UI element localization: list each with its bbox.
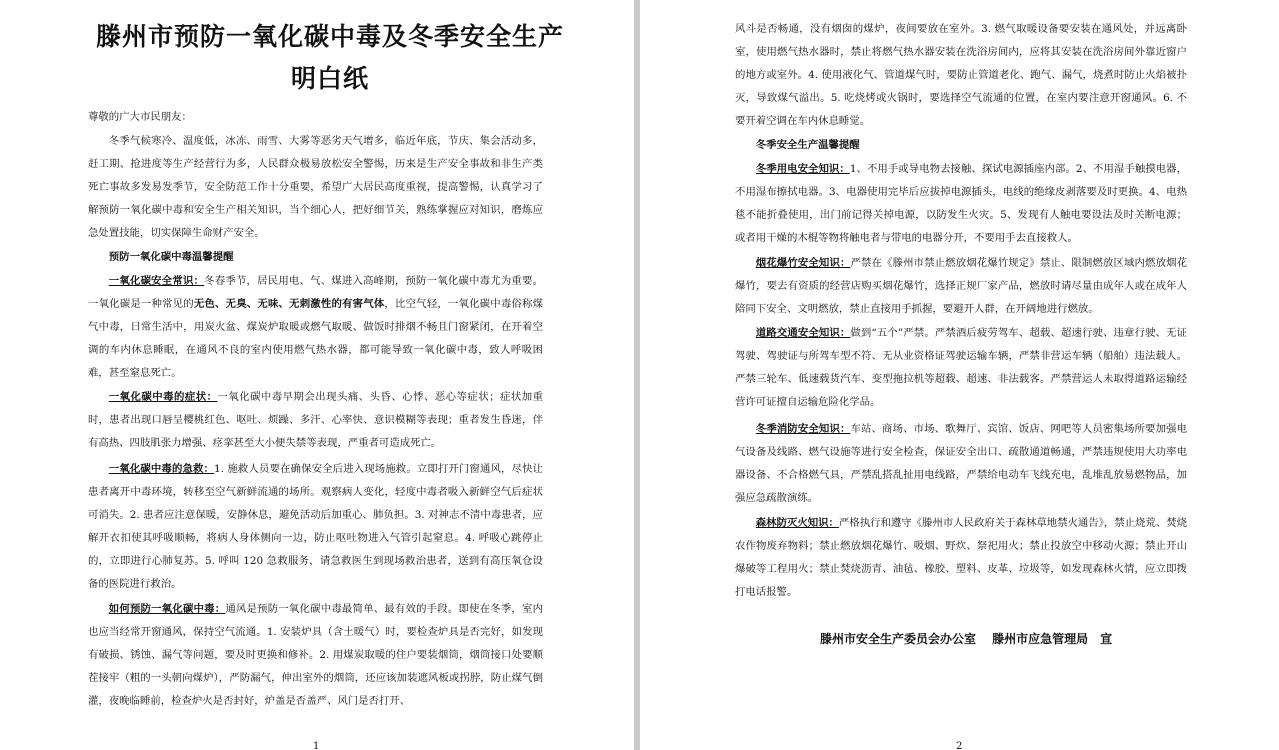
- page-number-1: 1: [313, 741, 320, 750]
- traffic-safety-lead: 道路交通安全知识：: [755, 327, 851, 339]
- co-prevention-continued: 风斗是否畅通，没有烟囱的煤炉，夜间要放在室外。3. 燃气取暖设备要安装在通风处，并远离卧室，使用燃气热水器时，禁止将燃气热水器安装在洗浴房间内，应将其安装在洗浴房间外靠近窗户的地方或室外。4. 使用液化气、管道煤气时，要防止管道老化、跑气、漏气，烧煮时防止火焰被扑灭，导致煤气溢出。5. 吃烧烤或火锅时，要选择空气流通的位置，在室内要注意开窗通风。6. 不要开着空调在车内休息睡觉。: [735, 23, 1187, 128]
- co-knowledge-text-2: ，比空气轻，一氧化碳中毒俗称煤气中毒，日常生活中，用炭火盆、煤炭炉取暖或燃气取暖、做饭时排烟不畅且门窗紧闭，在开着空调的车内休息睡眠，在通风不良的室内使用燃气热水器，都可能导致一氧化碳中毒，致人呼吸困难，甚至窒息死亡。: [88, 298, 543, 380]
- electric-safety-lead: 冬季用电安全知识：: [755, 163, 850, 175]
- traffic-safety-text: 做到“五个”严禁。严禁酒后疲劳驾车、超载、超速行驶、违章行驶、无证驾驶、驾驶证与所驾车型不符、无从业资格证驾驶运输车辆，严禁非营运车辆（船舶）违法载人。严禁三轮车、低速载货汽车、变型拖拉机等超载、超速、非法载客。严禁营运人未取得道路运输经营许可证擅自运输危险化学品。: [735, 327, 1188, 409]
- fireworks-safety-lead: 烟花爆竹安全知识：: [755, 257, 851, 269]
- document-title-line2: 明白纸: [290, 64, 369, 93]
- intro-paragraph: 冬季气候寒冷、温度低，冰冻、雨雪、大雾等恶劣天气增多，临近年底，节庆、集会活动多，赶工期、抢进度等生产经营行为多，人民群众极易放松安全警惕，历来是生产安全事故和非生产类死亡事故多发易发季节，安全防范工作十分重要，希望广大居民高度重视，提高警惕，认真学习了解预防一氧化碳中毒和安全生产相关知识，当个细心人，把好细节关，熟练掌握应对知识，磨炼应急处置技能，切实保障生命财产安全。: [88, 135, 543, 240]
- forest-fire-paragraph: [735, 512, 1187, 604]
- section-heading-co: 预防一氧化碳中毒温馨提醒: [108, 251, 234, 263]
- electric-safety-text: 1、不用手或导电物去接触、探试电源插座内部。2、不用湿手触摸电器，不用湿布擦拭电器。3、电器使用完毕后应拔掉电源插头，电线的绝缘皮剥落要及时更换。4、电热毯不能折叠使用，出门前记得关掉电源，以防发生火灾。5、发现有人触电要设法及时关断电源；或者用干燥的木棍等物将触电者与带电的电器分开，不要用手去直接救人。: [735, 163, 1188, 245]
- section-heading-winter-safety: 冬季安全生产温馨提醒: [755, 139, 860, 151]
- co-symptoms-lead: 一氧化碳中毒的症状：: [108, 391, 218, 403]
- electric-safety-paragraph: [735, 158, 1187, 250]
- co-firstaid-text: 1. 施救人员要在确保安全后进入现场施救。立即打开门窗通风，尽快让患者离开中毒环境，转移至空气新鲜流通的场所。观察病人变化，轻度中毒者吸入新鲜空气后症状可消失。2. 患者应注意保暖，安静休息，避免活动后加重心、肺负担。3. 对神志不清中毒患者，应解开衣扣使其呼吸顺畅，将病人身体侧向一边，防止呕吐物进入气管引起窒息。4. 呼吸心跳停止的，立即进行心肺复苏。5. 呼叫 120 急救服务，请急救医生到现场救治患者，送到有高压氧仓设备的医院进行救治。: [88, 463, 543, 591]
- document-title-line1: 滕州市预防一氧化碳中毒及冬季安全生产: [95, 22, 564, 51]
- co-prevention-text: 通风是预防一氧化碳中毒最简单、最有效的手段。即使在冬季，室内也应当经常开窗通风，保持空气流通。1. 安装炉具（含土暖气）时，要检查炉具是否完好，如发现有破损、锈蚀、漏气等问题，要及时更换和修补。2. 用煤炭取暖的住户要装烟筒，烟筒接口处要顺茬接牢（粗的一头朝向煤炉），严防漏气，伸出室外的烟筒，还应该加装遮风板或拐脖，防止煤气倒灌，夜晚临睡前，检查炉火是否封好，炉盖是否盖严、风门是否打开、: [88, 603, 544, 708]
- co-firstaid-lead: 一氧化碳中毒的急救：: [108, 463, 215, 475]
- traffic-safety-paragraph: [735, 322, 1187, 414]
- fireworks-safety-text: 严禁在《滕州市禁止燃放烟花爆竹规定》禁止、限制燃放区域内燃放烟花爆竹，要去有资质的经营店购买烟花爆竹，选择正规厂家产品，燃放时请尽量由成年人或在成年人陪同下安全、文明燃放，禁止直接用手抓握，要避开人群，在开阔地进行燃放。: [735, 257, 1188, 316]
- forest-fire-lead: 森林防灭火知识：: [755, 517, 839, 529]
- forest-fire-text: 严格执行和遵守《滕州市人民政府关于森林草地禁火通告》，禁止烧荒、焚烧农作物废弃物料；禁止燃放烟花爆竹、吸烟、野炊、祭祀用火；禁止投放空中移动火源；禁止开山爆破等工程用火；禁止焚烧沥青、油毡、橡胶、塑料、皮革、垃圾等，如发现森林火情，应立即拨打电话报警。: [735, 517, 1187, 599]
- co-knowledge-highlight: 无色、无臭、无味、无刺激性的有害气体: [193, 298, 385, 311]
- document-page-1: [0, 0, 634, 750]
- fire-safety-text: 车站、商场、市场、歌舞厅、宾馆、饭店、网吧等人员密集场所要加强电气设备及线路、燃气设施等进行安全检查，保证安全出口、疏散通道畅通，严禁违规使用大功率电器设备、不合格燃气具，严禁乱搭乱扯用电线路，严禁给电动车飞线充电，乱堆乱放易燃物品，加强应急疏散演练。: [735, 423, 1188, 505]
- salutation: 尊敬的广大市民朋友：: [88, 111, 192, 123]
- co-symptoms-text: 一氧化碳中毒早期会出现头痛、头昏、心悸、恶心等症状；症状加重时，患者出现口唇呈樱桃红色、呕吐、烦躁、多汗、心率快、意识模糊等表现；重者发生昏迷，伴有高热、四肢肌张力增强、痉挛甚至大小便失禁等表现，严重者可造成死亡。: [88, 391, 543, 450]
- co-symptoms-paragraph: [88, 386, 543, 455]
- co-knowledge-paragraph: [88, 270, 543, 385]
- issuer-signature: 滕州市安全生产委员会办公室 滕州市应急管理局 宣: [820, 632, 1113, 646]
- fireworks-safety-paragraph: [735, 252, 1187, 321]
- co-firstaid-paragraph: [88, 458, 543, 597]
- fire-safety-lead: 冬季消防安全知识：: [755, 423, 851, 435]
- co-knowledge-text: 冬春季节，居民用电、气、煤进入高峰期，预防一氧化碳中毒尤为重要。一氧化碳是一种常见的: [88, 275, 543, 311]
- page-number-2: 2: [956, 741, 963, 750]
- document-page-2: [640, 0, 1279, 750]
- co-prevention-lead: 如何预防一氧化碳中毒：: [108, 603, 226, 615]
- co-knowledge-lead: 一氧化碳安全常识：: [108, 275, 205, 287]
- fire-safety-paragraph: [735, 418, 1187, 510]
- co-prevention-paragraph: [88, 598, 543, 713]
